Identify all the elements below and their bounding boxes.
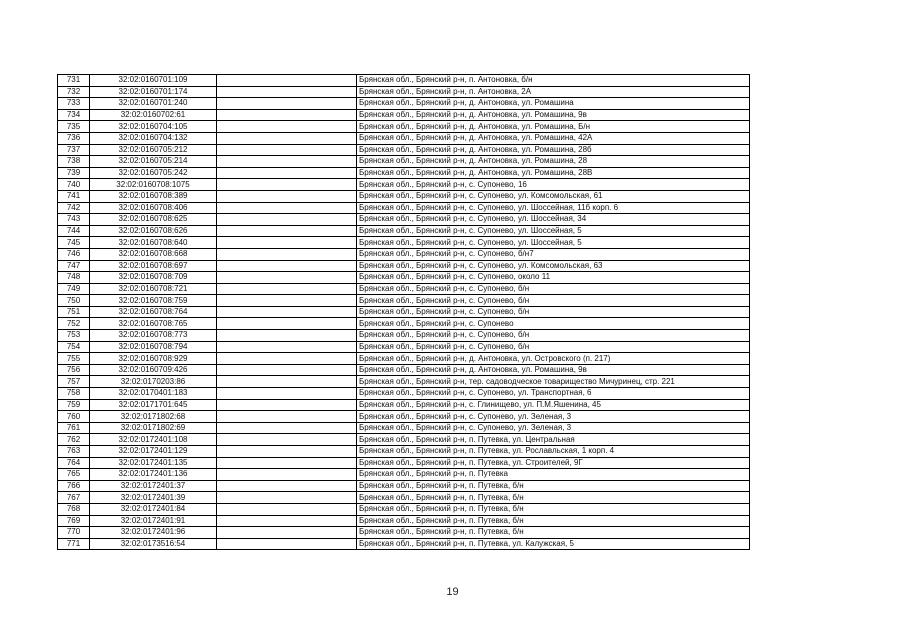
cadastral-number-cell: 32:02:0160708:389 <box>90 190 217 202</box>
cadastral-number-cell: 32:02:0160708:626 <box>90 225 217 237</box>
cadastral-number-cell: 32:02:0172401:91 <box>90 515 217 527</box>
table-row <box>58 353 750 365</box>
cadastral-number-cell: 32:02:0172401:84 <box>90 503 217 515</box>
table-row <box>58 248 750 260</box>
empty-cell <box>217 376 357 388</box>
table-row <box>58 446 750 458</box>
empty-cell <box>217 457 357 469</box>
table-row <box>58 260 750 272</box>
row-number-cell: 741 <box>58 190 90 202</box>
row-number-cell: 755 <box>58 353 90 365</box>
cadastral-number-cell: 32:02:0160708:773 <box>90 330 217 342</box>
empty-cell <box>217 86 357 98</box>
cadastral-number-cell: 32:02:0160708:625 <box>90 214 217 226</box>
table-row <box>58 330 750 342</box>
address-cell: Брянская обл., Брянский р-н, с. Супонево, б/н <box>357 341 750 353</box>
cadastral-number-cell: 32:02:0160708:929 <box>90 353 217 365</box>
cadastral-number-cell: 32:02:0160708:1075 <box>90 179 217 191</box>
row-number-cell: 748 <box>58 272 90 284</box>
empty-cell <box>217 306 357 318</box>
row-number-cell: 758 <box>58 388 90 400</box>
table-row <box>58 214 750 226</box>
empty-cell <box>217 202 357 214</box>
row-number-cell: 760 <box>58 411 90 423</box>
row-number-cell: 770 <box>58 527 90 539</box>
table-row <box>58 527 750 539</box>
cadastral-number-cell: 32:02:0160708:794 <box>90 341 217 353</box>
address-cell: Брянская обл., Брянский р-н, с. Супонево, б/н7 <box>357 248 750 260</box>
cadastral-number-cell: 32:02:0172401:129 <box>90 446 217 458</box>
table-row <box>58 388 750 400</box>
empty-cell <box>217 388 357 400</box>
empty-cell <box>217 330 357 342</box>
address-cell: Брянская обл., Брянский р-н, д. Антоновка, ул. Островского (п. 217) <box>357 353 750 365</box>
cadastral-number-cell: 32:02:0160708:709 <box>90 272 217 284</box>
empty-cell <box>217 422 357 434</box>
row-number-cell: 743 <box>58 214 90 226</box>
empty-cell <box>217 121 357 133</box>
table-body <box>58 75 750 550</box>
table-row <box>58 179 750 191</box>
empty-cell <box>217 179 357 191</box>
table-row <box>58 503 750 515</box>
table-row <box>58 515 750 527</box>
address-cell: Брянская обл., Брянский р-н, д. Антоновка, ул. Ромашина, 42А <box>357 132 750 144</box>
empty-cell <box>217 492 357 504</box>
address-cell: Брянская обл., Брянский р-н, п. Путевка, б/н <box>357 503 750 515</box>
empty-cell <box>217 527 357 539</box>
table-row <box>58 434 750 446</box>
table-row <box>58 492 750 504</box>
table-row <box>58 341 750 353</box>
address-cell: Брянская обл., Брянский р-н, с. Супонево, ул. Комсомольская, 63 <box>357 260 750 272</box>
address-cell: Брянская обл., Брянский р-н, д. Антоновка, ул. Ромашина <box>357 98 750 110</box>
row-number-cell: 766 <box>58 480 90 492</box>
table-row <box>58 144 750 156</box>
address-cell: Брянская обл., Брянский р-н, с. Супонево <box>357 318 750 330</box>
row-number-cell: 754 <box>58 341 90 353</box>
address-cell: Брянская обл., Брянский р-н, с. Супонево, ул. Шоссейная, 5 <box>357 225 750 237</box>
address-cell: Брянская обл., Брянский р-н, с. Глинищево, ул. П.М.Яшенина, 45 <box>357 399 750 411</box>
address-cell: Брянская обл., Брянский р-н, д. Антоновка, ул. Ромашина, Б/н <box>357 121 750 133</box>
row-number-cell: 735 <box>58 121 90 133</box>
table-row <box>58 109 750 121</box>
address-cell: Брянская обл., Брянский р-н, с. Супонево, б/н <box>357 330 750 342</box>
address-cell: Брянская обл., Брянский р-н, п. Путевка <box>357 469 750 481</box>
cadastral-number-cell: 32:02:0160704:132 <box>90 132 217 144</box>
table-row <box>58 225 750 237</box>
row-number-cell: 756 <box>58 364 90 376</box>
row-number-cell: 764 <box>58 457 90 469</box>
address-cell: Брянская обл., Брянский р-н, с. Супонево, ул. Шоссейная, 5 <box>357 237 750 249</box>
row-number-cell: 747 <box>58 260 90 272</box>
address-cell: Брянская обл., Брянский р-н, д. Антоновка, ул. Ромашина, 28В <box>357 167 750 179</box>
cadastral-number-cell: 32:02:0172401:135 <box>90 457 217 469</box>
row-number-cell: 757 <box>58 376 90 388</box>
row-number-cell: 746 <box>58 248 90 260</box>
row-number-cell: 753 <box>58 330 90 342</box>
empty-cell <box>217 283 357 295</box>
cadastral-number-cell: 32:02:0160701:240 <box>90 98 217 110</box>
cadastral-number-cell: 32:02:0160702:61 <box>90 109 217 121</box>
empty-cell <box>217 480 357 492</box>
cadastral-number-cell: 32:02:0160708:668 <box>90 248 217 260</box>
address-cell: Брянская обл., Брянский р-н, с. Супонево, ул. Транспортная, 6 <box>357 388 750 400</box>
addresses-table <box>57 74 750 550</box>
cadastral-number-cell: 32:02:0160708:406 <box>90 202 217 214</box>
row-number-cell: 734 <box>58 109 90 121</box>
row-number-cell: 769 <box>58 515 90 527</box>
row-number-cell: 759 <box>58 399 90 411</box>
table-row <box>58 86 750 98</box>
cadastral-number-cell: 32:02:0160708:697 <box>90 260 217 272</box>
address-cell: Брянская обл., Брянский р-н, с. Супонево, б/н <box>357 306 750 318</box>
address-cell: Брянская обл., Брянский р-н, п. Путевка, б/н <box>357 527 750 539</box>
empty-cell <box>217 260 357 272</box>
table-row <box>58 75 750 87</box>
address-cell: Брянская обл., Брянский р-н, п. Путевка, ул. Центральная <box>357 434 750 446</box>
empty-cell <box>217 109 357 121</box>
table-row <box>58 306 750 318</box>
cadastral-number-cell: 32:02:0160708:764 <box>90 306 217 318</box>
row-number-cell: 745 <box>58 237 90 249</box>
row-number-cell: 751 <box>58 306 90 318</box>
address-cell: Брянская обл., Брянский р-н, п. Путевка, б/н <box>357 515 750 527</box>
empty-cell <box>217 364 357 376</box>
cadastral-number-cell: 32:02:0160705:214 <box>90 156 217 168</box>
row-number-cell: 771 <box>58 538 90 550</box>
row-number-cell: 765 <box>58 469 90 481</box>
cadastral-number-cell: 32:02:0160708:721 <box>90 283 217 295</box>
cadastral-number-cell: 32:02:0160704:105 <box>90 121 217 133</box>
address-cell: Брянская обл., Брянский р-н, п. Путевка, б/н <box>357 492 750 504</box>
cadastral-number-cell: 32:02:0160708:759 <box>90 295 217 307</box>
row-number-cell: 736 <box>58 132 90 144</box>
address-cell: Брянская обл., Брянский р-н, с. Супонево, б/н <box>357 295 750 307</box>
address-cell: Брянская обл., Брянский р-н, п. Путевка, ул. Строителей, 9Г <box>357 457 750 469</box>
cadastral-number-cell: 32:02:0172401:108 <box>90 434 217 446</box>
address-cell: Брянская обл., Брянский р-н, д. Антоновка, ул. Ромашина, 28 <box>357 156 750 168</box>
address-cell: Брянская обл., Брянский р-н, тер. садоводческое товарищество Мичуринец, стр. 221 <box>357 376 750 388</box>
empty-cell <box>217 272 357 284</box>
table-row <box>58 272 750 284</box>
empty-cell <box>217 144 357 156</box>
cadastral-number-cell: 32:02:0171701:645 <box>90 399 217 411</box>
cadastral-number-cell: 32:02:0171802:68 <box>90 411 217 423</box>
table-row <box>58 237 750 249</box>
empty-cell <box>217 214 357 226</box>
address-cell: Брянская обл., Брянский р-н, с. Супонево, ул. Зеленая, 3 <box>357 422 750 434</box>
row-number-cell: 737 <box>58 144 90 156</box>
table-row <box>58 457 750 469</box>
address-cell: Брянская обл., Брянский р-н, с. Супонево, ул. Зеленая, 3 <box>357 411 750 423</box>
empty-cell <box>217 446 357 458</box>
cadastral-number-cell: 32:02:0160705:242 <box>90 167 217 179</box>
row-number-cell: 733 <box>58 98 90 110</box>
row-number-cell: 762 <box>58 434 90 446</box>
table-row <box>58 376 750 388</box>
address-cell: Брянская обл., Брянский р-н, с. Супонево, около 11 <box>357 272 750 284</box>
empty-cell <box>217 318 357 330</box>
table-row <box>58 121 750 133</box>
row-number-cell: 731 <box>58 75 90 87</box>
row-number-cell: 744 <box>58 225 90 237</box>
empty-cell <box>217 98 357 110</box>
empty-cell <box>217 411 357 423</box>
address-cell: Брянская обл., Брянский р-н, с. Супонево, ул. Шоссейная, 11б корп. 6 <box>357 202 750 214</box>
empty-cell <box>217 248 357 260</box>
table-row <box>58 202 750 214</box>
empty-cell <box>217 132 357 144</box>
empty-cell <box>217 469 357 481</box>
address-cell: Брянская обл., Брянский р-н, д. Антоновка, ул. Ромашина, 28б <box>357 144 750 156</box>
empty-cell <box>217 75 357 87</box>
cadastral-number-cell: 32:02:0172401:39 <box>90 492 217 504</box>
address-cell: Брянская обл., Брянский р-н, п. Путевка, ул. Калужская, 5 <box>357 538 750 550</box>
page-number: 19 <box>446 586 459 598</box>
empty-cell <box>217 399 357 411</box>
address-cell: Брянская обл., Брянский р-н, д. Антоновка, ул. Ромашина, 9в <box>357 109 750 121</box>
empty-cell <box>217 353 357 365</box>
empty-cell <box>217 515 357 527</box>
row-number-cell: 763 <box>58 446 90 458</box>
row-number-cell: 740 <box>58 179 90 191</box>
empty-cell <box>217 503 357 515</box>
table-row <box>58 469 750 481</box>
empty-cell <box>217 156 357 168</box>
table-row <box>58 364 750 376</box>
table-row <box>58 156 750 168</box>
address-cell: Брянская обл., Брянский р-н, с. Супонево, ул. Шоссейная, 34 <box>357 214 750 226</box>
address-cell: Брянская обл., Брянский р-н, п. Антоновка, 2А <box>357 86 750 98</box>
address-cell: Брянская обл., Брянский р-н, с. Супонево, б/н <box>357 283 750 295</box>
empty-cell <box>217 295 357 307</box>
empty-cell <box>217 190 357 202</box>
empty-cell <box>217 538 357 550</box>
cadastral-number-cell: 32:02:0160705:212 <box>90 144 217 156</box>
table-row <box>58 167 750 179</box>
cadastral-number-cell: 32:02:0160709:426 <box>90 364 217 376</box>
row-number-cell: 738 <box>58 156 90 168</box>
cadastral-number-cell: 32:02:0170203:86 <box>90 376 217 388</box>
cadastral-number-cell: 32:02:0160701:174 <box>90 86 217 98</box>
table-row <box>58 538 750 550</box>
address-cell: Брянская обл., Брянский р-н, с. Супонево, ул. Комсомольская, 61 <box>357 190 750 202</box>
table-row <box>58 480 750 492</box>
cadastral-number-cell: 32:02:0160708:765 <box>90 318 217 330</box>
table-row <box>58 422 750 434</box>
table-row <box>58 399 750 411</box>
address-cell: Брянская обл., Брянский р-н, д. Антоновка, ул. Ромашина, 9в <box>357 364 750 376</box>
table-row <box>58 98 750 110</box>
cadastral-number-cell: 32:02:0160701:109 <box>90 75 217 87</box>
table-row <box>58 190 750 202</box>
address-cell: Брянская обл., Брянский р-н, п. Путевка, б/н <box>357 480 750 492</box>
row-number-cell: 750 <box>58 295 90 307</box>
row-number-cell: 739 <box>58 167 90 179</box>
cadastral-number-cell: 32:02:0160708:640 <box>90 237 217 249</box>
table-row <box>58 132 750 144</box>
row-number-cell: 768 <box>58 503 90 515</box>
address-cell: Брянская обл., Брянский р-н, с. Супонево, 16 <box>357 179 750 191</box>
row-number-cell: 742 <box>58 202 90 214</box>
empty-cell <box>217 237 357 249</box>
row-number-cell: 761 <box>58 422 90 434</box>
empty-cell <box>217 225 357 237</box>
row-number-cell: 749 <box>58 283 90 295</box>
address-cell: Брянская обл., Брянский р-н, п. Антоновка, б/н <box>357 75 750 87</box>
row-number-cell: 767 <box>58 492 90 504</box>
row-number-cell: 752 <box>58 318 90 330</box>
cadastral-number-cell: 32:02:0171802:69 <box>90 422 217 434</box>
cadastral-number-cell: 32:02:0173516:54 <box>90 538 217 550</box>
cadastral-number-cell: 32:02:0172401:96 <box>90 527 217 539</box>
empty-cell <box>217 434 357 446</box>
cadastral-number-cell: 32:02:0172401:136 <box>90 469 217 481</box>
table-row <box>58 318 750 330</box>
address-cell: Брянская обл., Брянский р-н, п. Путевка, ул. Рославльская, 1 корп. 4 <box>357 446 750 458</box>
row-number-cell: 732 <box>58 86 90 98</box>
empty-cell <box>217 341 357 353</box>
table-row <box>58 411 750 423</box>
table-row <box>58 295 750 307</box>
empty-cell <box>217 167 357 179</box>
cadastral-number-cell: 32:02:0172401:37 <box>90 480 217 492</box>
cadastral-number-cell: 32:02:0170401:183 <box>90 388 217 400</box>
table-row <box>58 283 750 295</box>
